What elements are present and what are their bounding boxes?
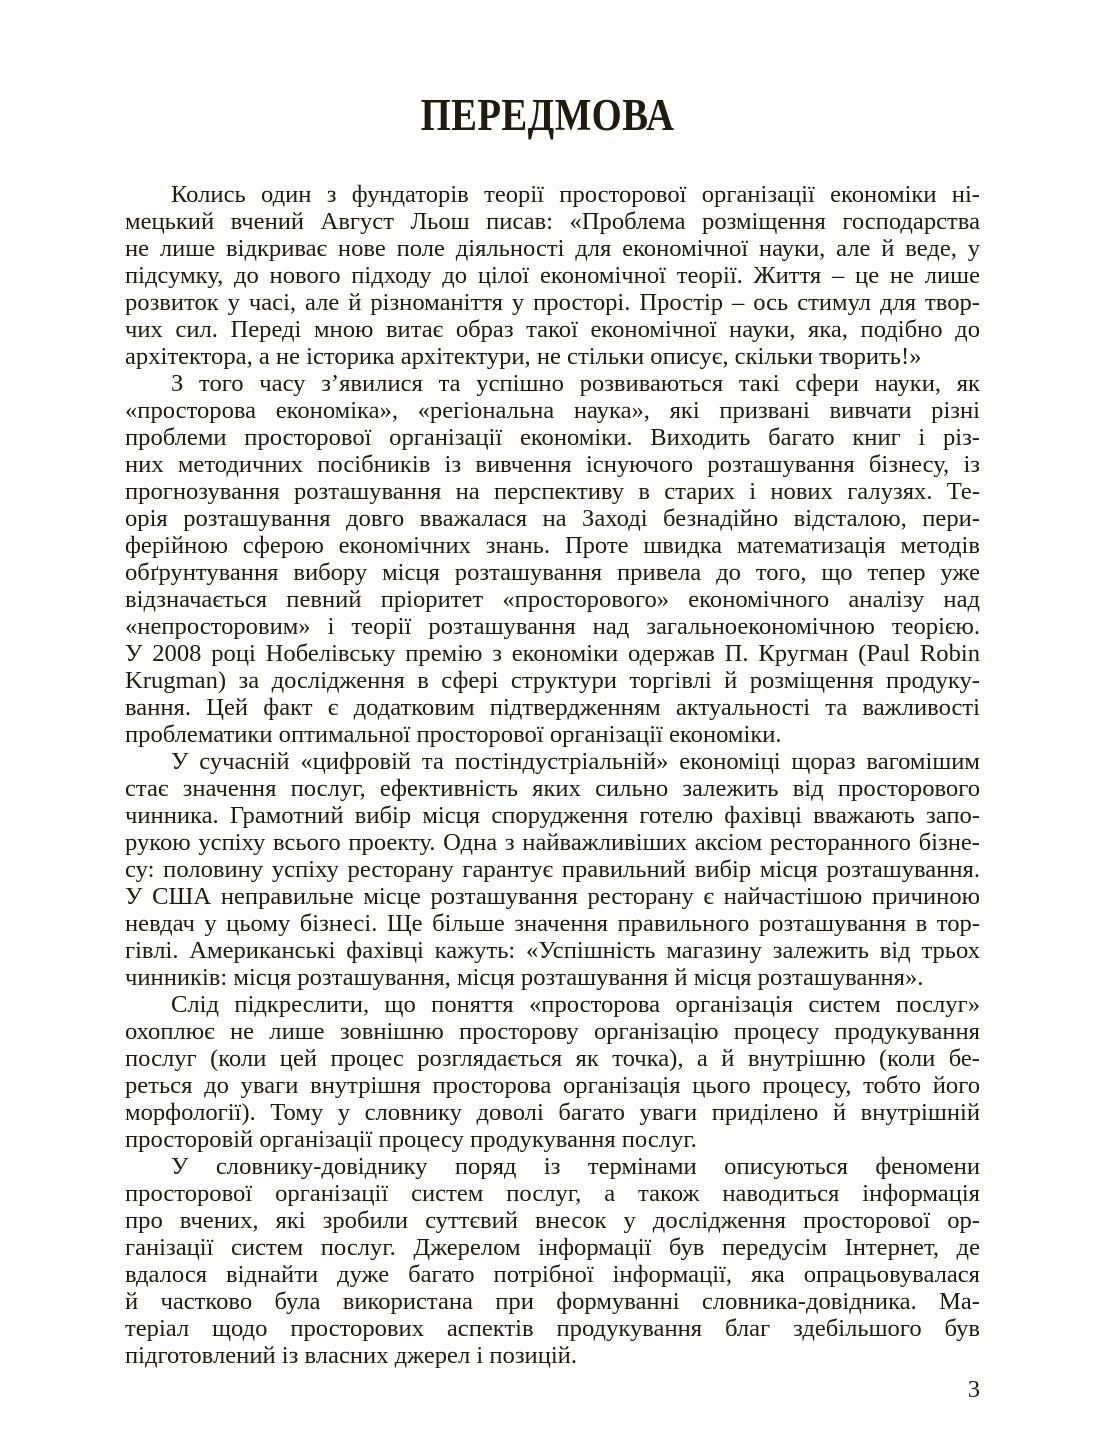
paragraph-line: обґрунтування вибору місця розташування привела до того, що тепер уже xyxy=(125,559,980,586)
paragraph-line: ганізації систем послуг. Джерелом інформації був передусім Інтернет, де xyxy=(125,1234,980,1261)
paragraph-line: них методичних посібників із вивчення існуючого розташування бізнесу, із xyxy=(125,451,980,478)
paragraph-line: послуг (коли цей процес розглядається як точка), а й внутрішню (коли бе- xyxy=(125,1045,980,1072)
body-text xyxy=(125,181,980,1369)
paragraph-line: орія розташування довго вважалася на Заході безнадійно відсталою, пери- xyxy=(125,505,980,532)
paragraph-line: Колись один з фундаторів теорії просторової організації економіки ні- xyxy=(171,181,980,208)
paragraph-line: У сучасній «цифровій та постіндустріальній» економіці щораз вагомішим xyxy=(171,748,980,775)
paragraph-line: невдач у цьому бізнесі. Ще більше значення правильного розташування в тор- xyxy=(125,910,980,937)
paragraph-line: «непросторовим» і теорії розташування над загальноекономічною теорією. xyxy=(125,613,980,640)
paragraph-line: рукою успіху всього проекту. Одна з найважливіших аксіом ресторанного бізне- xyxy=(125,829,980,856)
paragraph-line: теріал щодо просторових аспектів продукування благ здебільшого був xyxy=(125,1315,980,1342)
paragraph-line: гівлі. Американські фахівці кажуть: «Успішність магазину залежить від трьох xyxy=(125,937,980,964)
paragraph-line: прогнозування розташування на перспективу в старих і нових галузях. Те- xyxy=(125,478,980,505)
paragraph-line: не лише відкриває нове поле діяльності для економічної науки, але й веде, у xyxy=(125,235,980,262)
paragraph-line: морфології). Тому у словнику доволі багато уваги приділено й внутрішній xyxy=(125,1099,980,1126)
paragraph-line: проблематики оптимальної просторової організації економіки. xyxy=(125,721,782,748)
paragraph-line: ферійною сферою економічних знань. Проте швидка математизація методів xyxy=(125,532,980,559)
page-number: 3 xyxy=(967,1376,980,1403)
paragraph-line: просторової організації систем послуг, а також наводиться інформація xyxy=(125,1180,980,1207)
paragraph-line: З того часу з’явилися та успішно розвиваються такі сфери науки, як xyxy=(171,370,980,397)
page-title: ПЕРЕДМОВА xyxy=(420,90,675,140)
paragraph-line: реться до уваги внутрішня просторова організація цього процесу, тобто його xyxy=(125,1072,980,1099)
paragraph-line: стає значення послуг, ефективність яких сильно залежить від просторового xyxy=(125,775,980,802)
paragraph-line: У 2008 році Нобелівську премію з економіки одержав П. Кругман (Paul Robin xyxy=(125,640,980,667)
paragraph xyxy=(125,748,980,991)
paragraph-line: підсумку, до нового підходу до цілої економічної теорії. Життя – це не лише xyxy=(125,262,980,289)
paragraph-line: У США неправильне місце розташування ресторану є найчастішою причиною xyxy=(125,883,980,910)
paragraph xyxy=(125,181,980,370)
paragraph-line: Слід підкреслити, що поняття «просторова організація систем послуг» xyxy=(171,991,980,1018)
paragraph-line: просторовій організації процесу продукування послуг. xyxy=(125,1126,697,1153)
paragraph-line: розвиток у часі, але й різноманіття у просторі. Простір – ось стимул для твор- xyxy=(125,289,980,316)
paragraph-line: У словнику-довіднику поряд із термінами описуються феномени xyxy=(171,1153,980,1180)
paragraph-line: підготовлений із власних джерел і позицій. xyxy=(125,1342,577,1369)
paragraph-line: «просторова економіка», «регіональна наука», які призвані вивчати різні xyxy=(125,397,980,424)
paragraph-line: Krugman) за дослідження в сфері структури торгівлі й розміщення продуку- xyxy=(125,667,980,694)
paragraph-line: вдалося віднайти дуже багато потрібної інформації, яка опрацьовувалася xyxy=(125,1261,980,1288)
paragraph xyxy=(125,1153,980,1369)
paragraph-line: й частково була використана при формуванні словника-довідника. Ма- xyxy=(125,1288,980,1315)
paragraph-line: су: половину успіху ресторану гарантує правильний вибір місця розташування. xyxy=(125,856,980,883)
paragraph-line: чинників: місця розташування, місця розташування й місця розташування». xyxy=(125,964,924,991)
paragraph-line: чинника. Грамотний вибір місця спорудження готелю фахівці вважають запо- xyxy=(125,802,980,829)
paragraph xyxy=(125,991,980,1153)
paragraph-line: вання. Цей факт є додатковим підтвердженням актуальності та важливості xyxy=(125,694,980,721)
paragraph-line: охоплює не лише зовнішню просторову організацію процесу продукування xyxy=(125,1018,980,1045)
paragraph-line: чих сил. Переді мною витає образ такої економічної науки, яка, подібно до xyxy=(125,316,980,343)
paragraph-line: мецький вчений Август Льош писав: «Проблема розміщення господарства xyxy=(125,208,980,235)
paragraph-line: про вчених, які зробили суттєвий внесок у дослідження просторової ор- xyxy=(125,1207,980,1234)
paragraph xyxy=(125,370,980,748)
paragraph-line: архітектора, а не історика архітектури, не стільки описує, скільки творить!» xyxy=(125,343,922,370)
paragraph-line: відзначається певний пріоритет «просторового» економічного аналізу над xyxy=(125,586,980,613)
paragraph-line: проблеми просторової організації економіки. Виходить багато книг і різ- xyxy=(125,424,980,451)
